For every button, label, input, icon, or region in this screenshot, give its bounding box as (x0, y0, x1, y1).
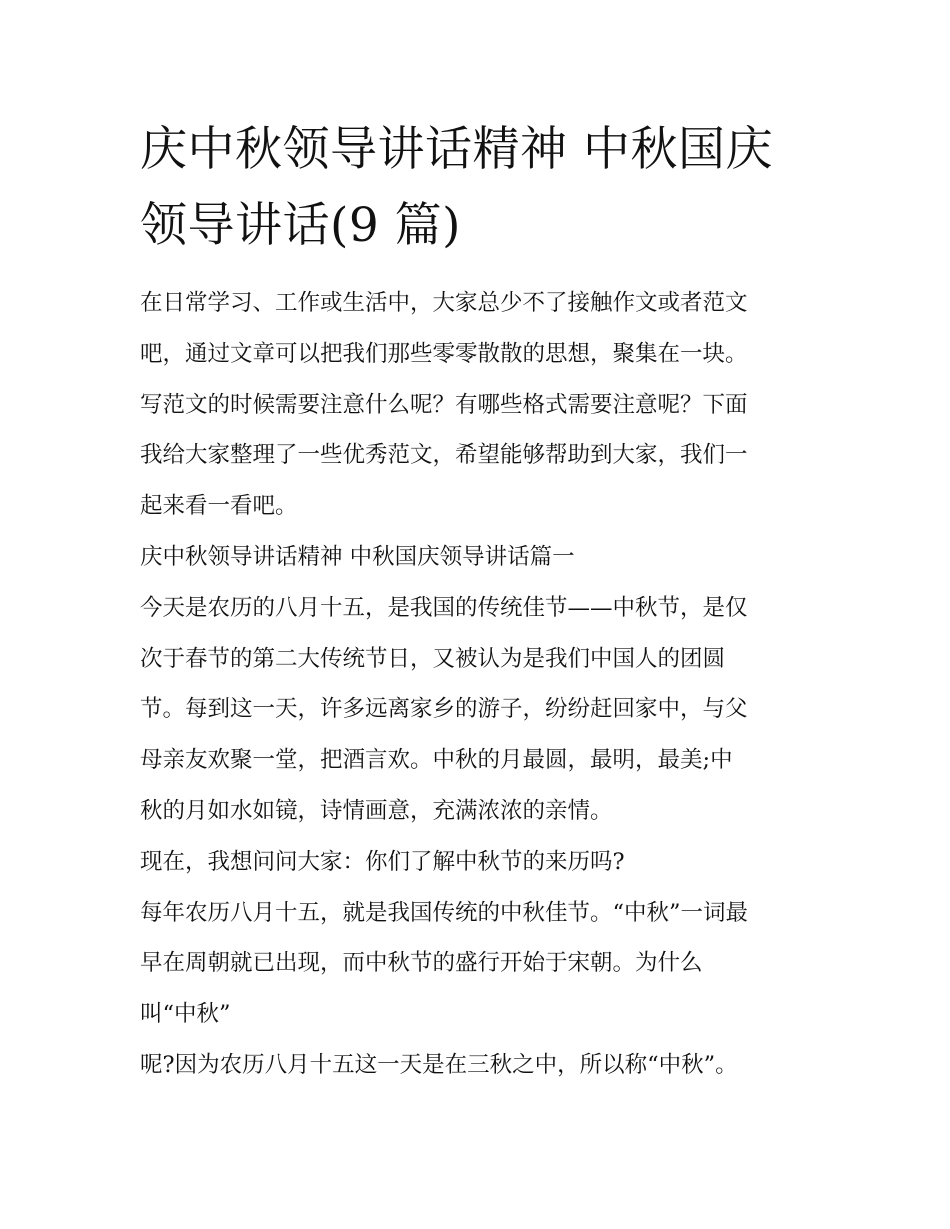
text-line: 呢?因为农历八月十五这一天是在三秋之中，所以称“中秋”。 (140, 1051, 738, 1078)
text-line: 现在，我想问问大家：你们了解中秋节的来历吗? (140, 848, 625, 875)
text-line: 起来看一看吧。 (140, 493, 298, 520)
text-line: 我给大家整理了一些优秀范文，希望能够帮助到大家，我们一 (140, 442, 748, 469)
text-line: 次于春节的第二大传统节日，又被认为是我们中国人的团圆 (140, 645, 726, 672)
text-line: 秋的月如水如镜，诗情画意，充满浓浓的亲情。 (140, 797, 613, 824)
text-line: 节。每到这一天，许多远离家乡的游子，纷纷赶回家中，与父 (140, 696, 748, 723)
text-line: 每年农历八月十五，就是我国传统的中秋佳节。“中秋”一词最 (140, 899, 749, 926)
section-heading: 庆中秋领导讲话精神 中秋国庆领导讲话篇一 (140, 543, 575, 570)
text-line: 母亲友欢聚一堂，把酒言欢。中秋的月最圆，最明，最美;中 (140, 747, 733, 774)
text-line: 吧，通过文章可以把我们那些零零散散的思想，聚集在一块。 (140, 340, 748, 367)
document-body (140, 112, 820, 1091)
text-line: 今天是农历的八月十五，是我国的传统佳节——中秋节，是仅 (140, 594, 748, 621)
text-line: 叫“中秋” (140, 1001, 231, 1028)
title-line-1: 庆中秋领导讲话精神 中秋国庆 (140, 122, 773, 177)
text-line: 在日常学习、工作或生活中，大家总少不了接触作文或者范文 (140, 290, 748, 316)
document-title (140, 112, 820, 264)
text-line: 写范文的时候需要注意什么呢？有哪些格式需要注意呢？下面 (140, 391, 748, 418)
title-line-2: 领导讲话(9 篇) (140, 198, 462, 253)
text-line: 早在周朝就已出现，而中秋节的盛行开始于宋朝。为什么 (140, 950, 703, 977)
